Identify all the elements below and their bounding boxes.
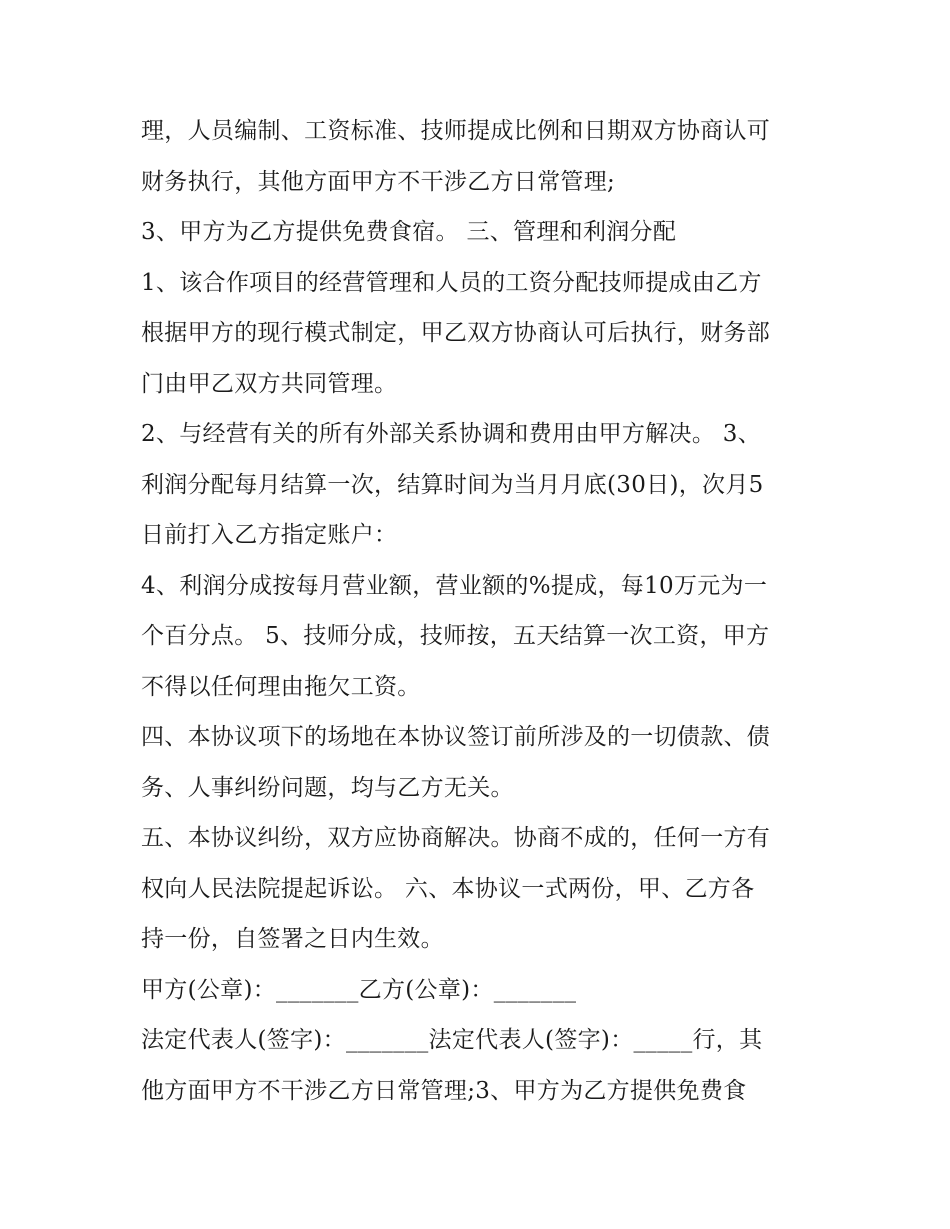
text-line: 四、本协议项下的场地在本协议签订前所涉及的一切债款、债 (141, 724, 771, 750)
text-line: 持一份，自签署之日内生效。 (141, 926, 444, 952)
text-line: 利润分配每月结算一次，结算时间为当月月底(30日)，次月5 (141, 471, 764, 498)
signature-line-seals: 甲方(公章)：_______乙方(公章)：_______ (141, 976, 577, 1003)
text-line: 权向人民法院提起诉讼。 六、本协议一式两份，甲、乙方各 (141, 875, 755, 902)
text-line: 五、本协议纠纷，双方应协商解决。协商不成的，任何一方有 (141, 825, 771, 851)
text-line: 务、人事纠纷问题，均与乙方无关。 (141, 774, 514, 801)
text-line: 3、甲方为乙方提供免费食宿。 三、管理和利润分配 (141, 219, 677, 245)
text-line: 门由甲乙双方共同管理。 (141, 370, 398, 397)
text-line: 他方面甲方不干涉乙方日常管理;3、甲方为乙方提供免费食 (141, 1077, 747, 1104)
signature-line-representatives: 法定代表人(签字)：_______法定代表人(签字)：_____行，其 (141, 1027, 763, 1053)
text-line: 1、该合作项目的经营管理和人员的工资分配技师提成由乙方 (141, 269, 762, 296)
text-line: 理，人员编制、工资标准、技师提成比例和日期双方协商认可 (141, 118, 771, 144)
text-line: 个百分点。 5、技师分成，技师按，五天结算一次工资，甲方 (141, 623, 770, 649)
text-line: 4、利润分成按每月营业额，营业额的%提成，每10万元为一 (141, 572, 768, 599)
text-line: 日前打入乙方指定账户： (141, 522, 398, 548)
text-line: 2、与经营有关的所有外部关系协调和费用由甲方解决。 3、 (141, 421, 761, 447)
text-line: 根据甲方的现行模式制定，甲乙双方协商认可后执行，财务部 (141, 320, 771, 346)
text-line: 财务执行，其他方面甲方不干涉乙方日常管理; (141, 168, 616, 195)
document-body (141, 106, 821, 1116)
text-line: 不得以任何理由拖欠工资。 (141, 673, 421, 700)
